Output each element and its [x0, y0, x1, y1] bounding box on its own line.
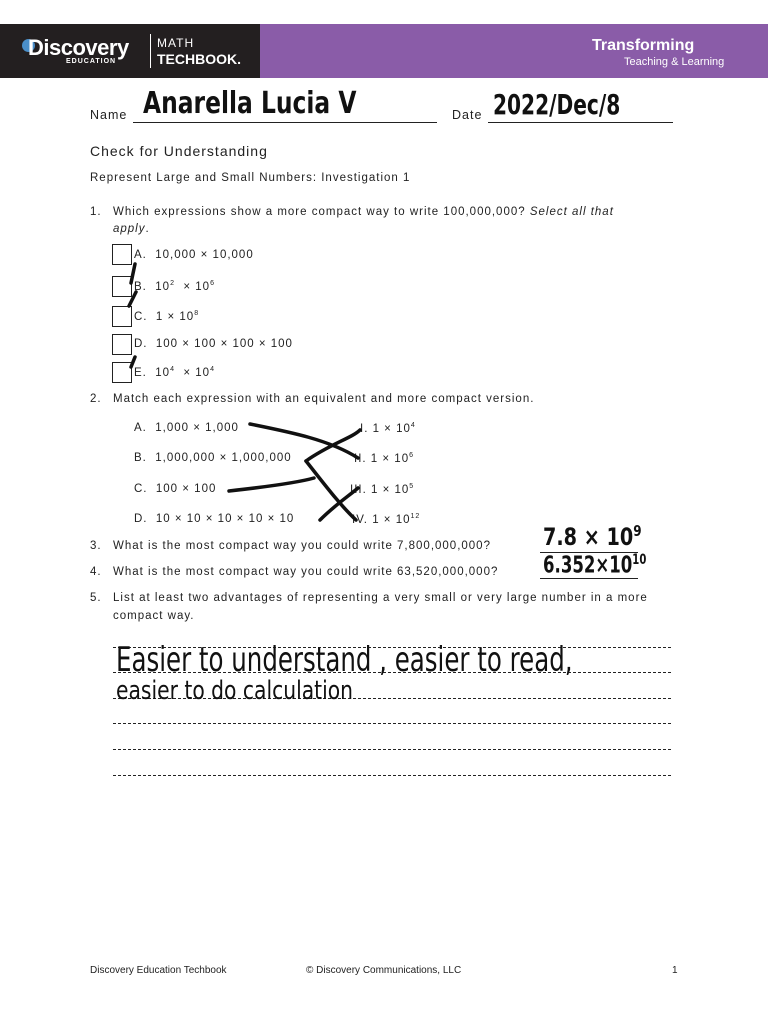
q5-text-cont: compact way. — [113, 610, 195, 622]
q4-number: 4. — [90, 566, 102, 578]
q5-number: 5. — [90, 592, 102, 604]
q2-text: Match each expression with an equivalent and more compact version. — [113, 393, 535, 405]
q1-option-a: A. 10,000 × 10,000 — [134, 249, 254, 261]
q2-right-4: IV. $1 \times 10^{12}$ — [352, 513, 421, 526]
logo-divider — [150, 34, 151, 68]
tagline-sub: Teaching & Learning — [624, 56, 725, 68]
brand-panel — [0, 24, 260, 78]
logo-subtext: EDUCATION — [66, 58, 117, 65]
name-label: Name — [90, 108, 128, 122]
q1-option-d: D. 100 × 100 × 100 × 100 — [134, 338, 293, 350]
q1-text: Which expressions show a more compact way to write 100,000,000? Select all that — [113, 206, 614, 218]
logo-text: Discovery — [28, 35, 129, 60]
page-number: 1 — [672, 965, 678, 976]
footer-copyright: © Discovery Communications, LLC — [306, 965, 462, 976]
q5-answer-line-6 — [113, 775, 671, 776]
product-label-big: TECHBOOK. — [157, 51, 241, 67]
q1-option-c: C. $1 \times 10^8$ — [134, 310, 200, 323]
footer-left: Discovery Education Techbook — [90, 965, 227, 976]
tagline-main: Transforming — [592, 37, 695, 54]
q3-text: What is the most compact way you could write 7,800,000,000? — [113, 540, 491, 552]
date-field[interactable]: 2022/Dec/8 — [493, 88, 621, 121]
q1-option-b: B. $10^2 \times 10^6$ — [134, 280, 215, 293]
q2-right-1: I. $1 \times 10^4$ — [360, 422, 416, 435]
q5-answer-line2[interactable]: easier to do calculation — [116, 676, 354, 706]
checkbox-e[interactable] — [112, 362, 132, 383]
header-banner — [0, 24, 768, 78]
page-title: Check for Understanding — [90, 143, 268, 159]
q1-text-cont: apply. — [113, 223, 150, 235]
product-label-small: MATH — [157, 36, 195, 50]
page-subtitle: Represent Large and Small Numbers: Investigation 1 — [90, 172, 411, 184]
checkbox-d[interactable] — [112, 334, 132, 355]
checkbox-a[interactable] — [112, 244, 132, 265]
q5-answer-line-4 — [113, 723, 671, 724]
q3-answer[interactable]: $7.8 \times 10^9$ — [543, 522, 642, 551]
q5-answer-line1[interactable]: Easier to understand , easier to read, — [116, 640, 573, 680]
q2-right-2: II. $1 \times 10^6$ — [354, 452, 414, 465]
name-line — [133, 122, 437, 123]
q2-left-a: A. 1,000 × 1,000 — [134, 422, 239, 434]
q3-number: 3. — [90, 540, 102, 552]
checkbox-b[interactable] — [112, 276, 132, 297]
match-line-b2 — [306, 461, 356, 520]
q1-number: 1. — [90, 206, 102, 218]
q2-left-d: D. 10 × 10 × 10 × 10 × 10 — [134, 513, 295, 525]
name-field[interactable]: Anarella Lucia V — [143, 86, 357, 121]
q2-left-b: B. 1,000,000 × 1,000,000 — [134, 452, 292, 464]
match-line-c — [229, 478, 314, 491]
checkbox-c[interactable] — [112, 306, 132, 327]
q2-left-c: C. 100 × 100 — [134, 483, 217, 495]
q5-text: List at least two advantages of representing a very small or very large number in a more — [113, 592, 648, 604]
q2-number: 2. — [90, 393, 102, 405]
q4-answer[interactable]: $6.352\times 10^{10}$ — [543, 552, 647, 579]
q1-option-e: E. $10^4 \times 10^4$ — [134, 366, 215, 379]
q4-text: What is the most compact way you could write 63,520,000,000? — [113, 566, 499, 578]
q2-right-3: III. $1 \times 10^5$ — [350, 483, 415, 496]
date-line — [488, 122, 673, 123]
match-line-b — [306, 430, 360, 461]
date-label: Date — [452, 108, 483, 122]
q5-answer-line-5 — [113, 749, 671, 750]
